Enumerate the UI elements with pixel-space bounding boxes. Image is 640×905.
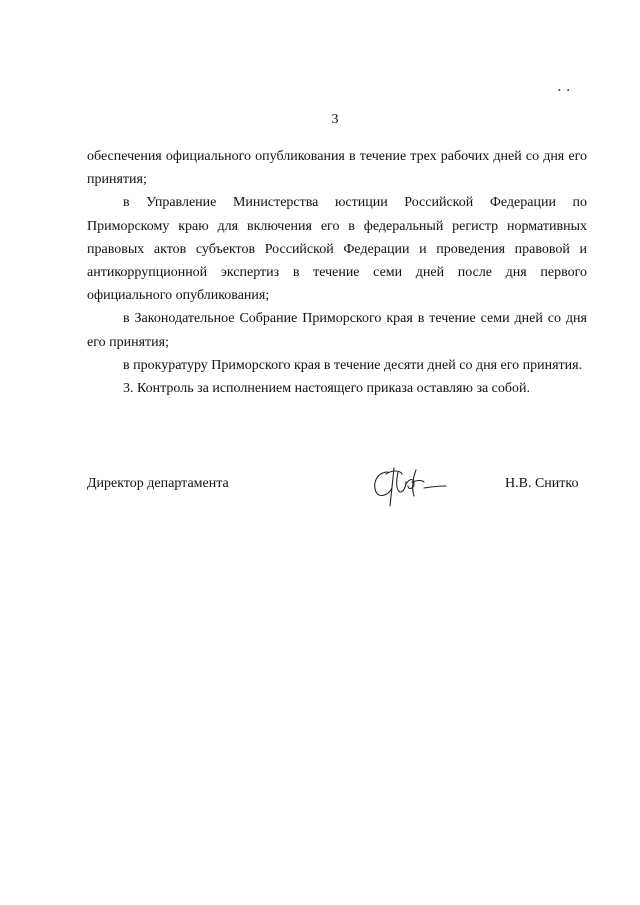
paragraph-continuation: обеспечения официального опубликования в течение трех рабочих дней со дня его принятия; [87,149,587,188]
paragraph-prosecutor: в прокуратуру Приморского края в течение десяти дней со дня его принятия. [123,357,583,373]
document-body [87,145,587,400]
signatory-title: Директор департамента [87,476,229,491]
signatory-name: Н.В. Снитко [505,476,579,491]
corner-mark: • • [558,86,572,95]
paragraph-legislative-assembly: в Законодательное Собрание Приморского края в течение семи дней со дня его принятия; [87,311,587,350]
paragraph-justice-ministry: в Управление Министерства юстиции Российской Федерации по Приморскому краю для включения его в федеральный регистр нормативных правовых актов субъектов Российской Федерации и проведения правовой и антикоррупционной экспертиз в течение семи дней после дня первого официального опубликования; [87,195,587,304]
paragraph-control: 3. Контроль за исполнением настоящего приказа оставляю за собой. [123,381,531,397]
signature-icon [366,462,450,512]
page-number: 3 [331,112,339,127]
